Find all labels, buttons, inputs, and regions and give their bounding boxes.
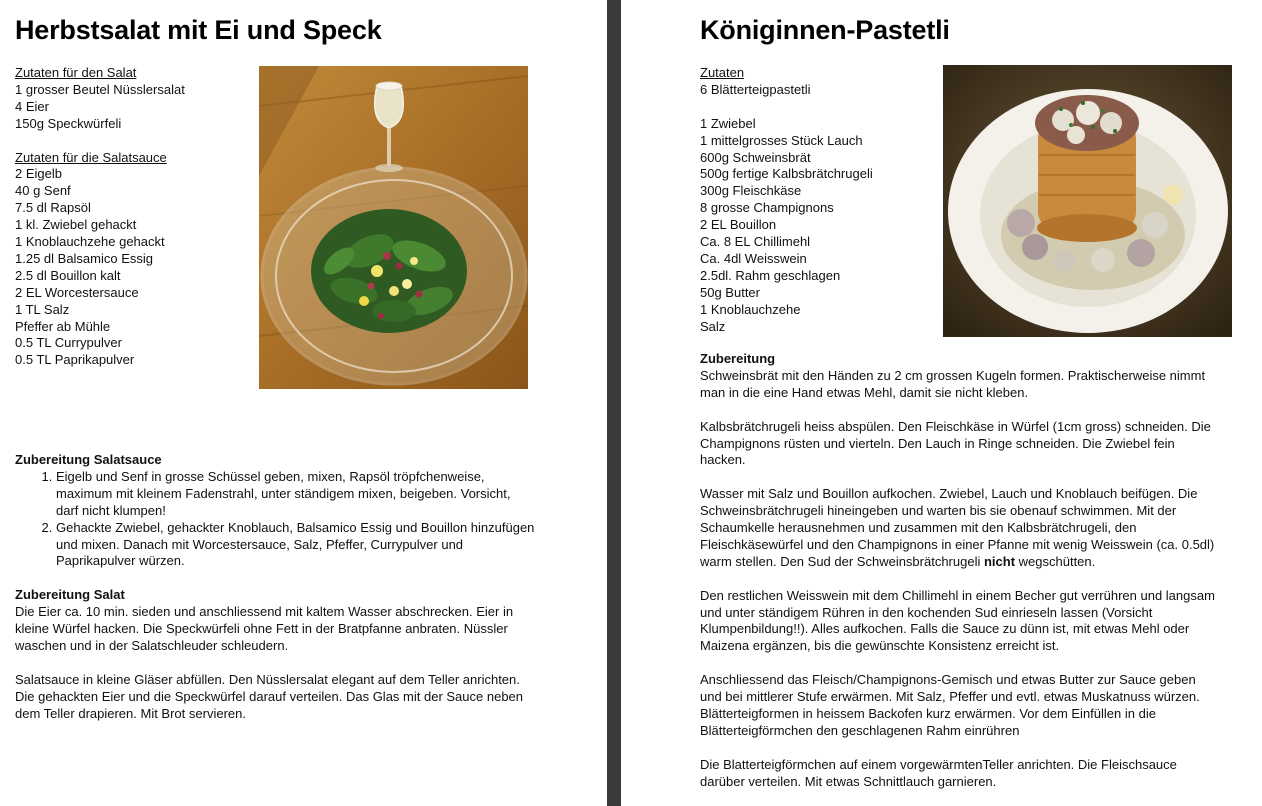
prep-step: 2. Gehackte Zwiebel, gehackter Knoblauch, Balsamico Essig und Bouillon hinzufügen und mixen. Danach mit Worcestersauce, Salz, Pfeffer, Currypulver und Paprikapulver würzen. [56,520,535,571]
prep-paragraph: Kalbsbrätchrugeli heiss abspülen. Den Fleischkäse in Würfel (1cm gross) schneiden. Die Champignons rüsten und vierteln. Den Lauch in Ringe schneiden. Die Zwiebel fein hacken. [700,418,1211,468]
prep-paragraph: Den restlichen Weisswein mit dem Chillimehl in einem Becher gut verrühren und langsam und unter ständigem Rühren in den kochenden Sud einrieseln lassen (Vorsicht Klumpenbildung!!). Alles aufkochen. Falls die Sauce zu dünn ist, mit etwas Mehl oder Maizena ergänzen, bis die gewünschte Konsistenz erreicht ist. [700,587,1215,654]
prep-text: wegschütten. [1015,553,1096,569]
ingredient-item: 0.5 TL Paprikapulver [15,352,135,368]
ingredient-item: 1 mittelgrosses Stück Lauch [700,132,863,148]
ingredient-item: 1.25 dl Balsamico Essig [15,250,154,266]
prep-text: Wasser mit Salz und Bouillon aufkochen. Zwiebel, Lauch und Knoblauch beifügen. Die Schweinsbrätchrugeli hineingeben und warten bis sie obenauf schwimmen. Mit der Schaumkelle herausnehmen und zusammen mit den Kalbsbrätchrugeli, den Fleischkäsewürfel und den Champignons in einer Pfanne mit wenig Weisswein (ca. 0.5dl) warm stellen. Den Sud der Schweinsbrätchrugeli [700,486,1215,569]
sauce-ingredients-list [15,166,250,369]
salad-illustration [259,66,528,389]
ingredient-item: Ca. 4dl Weisswein [700,250,807,266]
ingredients-block [700,65,940,335]
salad-prep-paragraph: Die Eier ca. 10 min. sieden und anschliessend mit kaltem Wasser abschrecken. Eier in kleine Würfel hacken. Die Speckwürfeli ohne Fett in der Bratpfanne anbraten. Nüssler waschen und in der Salatschleuder schleudern. [15,604,514,653]
recipe-page-right [621,0,1262,806]
preparation [700,351,1220,790]
sauce-prep-heading: Zubereitung Salatsauce [15,452,162,467]
ingredient-item: 2 EL Worcestersauce [15,284,139,300]
ingredient-item: 150g Speckwürfeli [15,115,122,131]
ingredient-item: 2.5dl. Rahm geschlagen [700,267,841,283]
ingredient-item: Pfeffer ab Mühle [15,318,111,334]
ingredient-item: 1 grosser Beutel Nüsslersalat [15,81,185,97]
ingredient-item: 2 Eigelb [15,166,62,182]
ingredient-item: 8 grosse Champignons [700,200,834,216]
ingredient-item: 1 Zwiebel [700,115,756,131]
ingredient-item: 1 Knoblauchzehe gehackt [15,234,165,250]
recipe-page-left [0,0,607,806]
ingredient-item: 600g Schweinsbrät [700,149,811,165]
ingredients-list [700,116,940,336]
ingredient-item: 50g Butter [700,284,760,300]
ingredient-item: 7.5 dl Rapsöl [15,200,91,216]
ingredient-item: Salz [700,318,726,334]
ingredient-item: 0.5 TL Currypulver [15,335,122,351]
ingredients-block [15,65,250,369]
ingredient-item: Ca. 8 EL Chillimehl [700,234,811,250]
prep-paragraph: Die Blatterteigförmchen auf einem vorgewärmtenTeller anrichten. Die Fleischsauce darüber verteilen. Mit etwas Schnittlauch garnieren. [700,756,1177,789]
recipe-title: Herbstsalat mit Ei und Speck [15,15,382,45]
prep-paragraph: Schweinsbrät mit den Händen zu 2 cm grossen Kugeln formen. Praktischerweise nimmt man in die eine Hand etwas Mehl, damit sie nicht kleben. [700,367,1206,400]
sauce-ingredients-heading: Zutaten für die Salatsauce [15,149,167,165]
ingredient-item: 300g Fleischkäse [700,183,802,199]
prep-heading: Zubereitung [700,351,776,366]
ingredient-item: 2.5 dl Bouillon kalt [15,267,121,283]
page-gutter [607,0,621,806]
prep-paragraph: Anschliessend das Fleisch/Champignons-Gemisch und etwas Butter zur Sauce geben und bei mittlerer Stufe erwärmen. Mit Salz, Pfeffer und evtl. etwas Muskatnuss würzen. Blätterteigformen in heissem Backofen kurz erwärmen. Vor dem Einfüllen in die Blätterteigförmchen den geschlagenen Rahm einrühren [700,672,1200,738]
prep-step: 1. Eigelb und Senf in grosse Schüssel geben, mixen, Rapsöl tröpfchenweise, maximum mit kleinem Fadenstrahl, unter ständigem mixen, beigeben. Vorsicht, darf nicht klumpen! [56,469,535,520]
sauce-prep-steps [15,469,535,570]
salad-prep-paragraph: Salatsauce in kleine Gläser abfüllen. Den Nüsslersalat elegant auf dem Teller anrichten. Die gehackten Eier und die Speckwürfel darauf verteilen. Das Glas mit der Sauce neben dem Teller drapieren. Mit Brot servieren. [15,671,524,721]
prep-paragraph [700,486,1220,571]
ingredient-item: 1 kl. Zwiebel gehackt [15,217,137,233]
salad-prep-heading: Zubereitung Salat [15,587,125,603]
salad-photo [259,66,528,389]
ingredient-item: 1 TL Salz [15,301,70,317]
ingredient-item: 500g fertige Kalbsbrätchrugeli [700,166,873,182]
recipe-title: Königinnen-Pastetli [700,15,950,45]
salad-ingredients-list [15,82,250,133]
ingredient-item: 2 EL Bouillon [700,217,777,233]
ingredient-item: 40 g Senf [15,183,71,199]
pastry-illustration [943,65,1232,337]
prep-emphasis: nicht [983,553,1016,569]
pastry-photo [943,65,1232,337]
salad-ingredients-heading: Zutaten für den Salat [15,65,137,80]
ingredient-item: 6 Blätterteigpastetli [700,81,811,97]
sauce-preparation [15,452,535,722]
ingredient-item: 1 Knoblauchzehe [700,301,801,317]
ingredients-heading: Zutaten [700,65,745,80]
ingredient-item: 4 Eier [15,98,49,114]
